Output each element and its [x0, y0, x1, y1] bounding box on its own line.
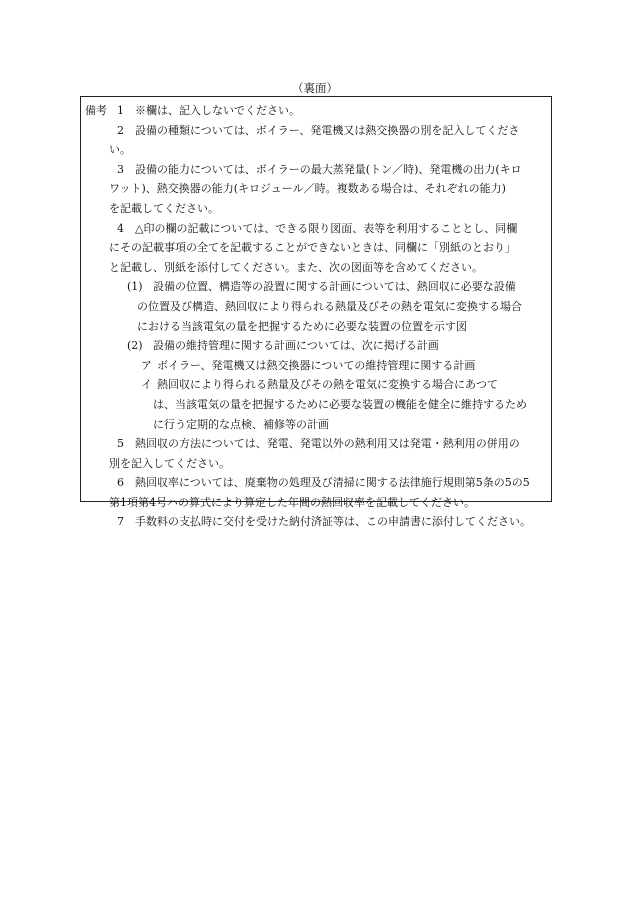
note-text-line: と記載し、別紙を添付してください。また、次の図面等を含めてください。	[109, 260, 483, 274]
note-text-line: 設備の位置、構造等の設置に関する計画については、熱回収に必要な設備	[153, 280, 516, 294]
note-subsubitem-i	[117, 375, 549, 434]
note-subitem-2	[117, 336, 549, 434]
note-text-line: 熱回収の方法については、発電、発電以外の熱利用又は発電・熱利用の併用の	[135, 437, 520, 451]
subsubitem-mark: イ	[141, 378, 152, 392]
note-number: 1	[117, 104, 124, 117]
note-number: 6	[117, 476, 124, 490]
note-text-line: 第1項第4号ハの算式により算定した年間の熱回収率を記載してください。	[109, 495, 475, 509]
note-text-line: 別を記入してください。	[109, 456, 230, 470]
note-item-4	[109, 219, 549, 435]
note-text-line: 設備の種類については、ボイラー、発電機又は熱交換器の別を記入してくださ	[135, 123, 520, 137]
note-text-line: ワット)、熱交換器の能力(キロジュール／時。複数ある場合は、それぞれの能力)	[109, 182, 506, 196]
notes-list	[109, 101, 549, 532]
note-subsublist	[117, 356, 549, 434]
note-text-line: における当該電気の量を把握するために必要な装置の位置を示す図	[137, 319, 467, 333]
note-number: 4	[117, 221, 124, 235]
page-title: （裏面）	[292, 81, 338, 95]
note-text-line: ボイラー、発電機又は熱交換器についての維持管理に関する計画	[157, 358, 476, 372]
note-text-line: に行う定期的な点検、補修等の計画	[153, 417, 329, 431]
note-subsubitem-a	[117, 356, 549, 376]
notes-label: 備考	[85, 104, 107, 117]
note-text-line: にその記載事項の全てを記載することができないときは、同欄に「別紙のとおり」	[109, 241, 516, 255]
note-number: 7	[117, 515, 124, 529]
note-number: 2	[117, 123, 124, 137]
note-item-5	[109, 434, 549, 473]
note-number: 5	[117, 437, 124, 451]
subitem-number: (2)	[127, 339, 143, 353]
subsubitem-mark: ア	[141, 358, 152, 372]
note-item-1	[117, 101, 549, 121]
note-text-line: 熱回収率については、廃棄物の処理及び清掃に関する法律施行規則第5条の5の5	[135, 476, 530, 490]
note-text-line: △印の欄の記載については、できる限り図面、表等を利用することとし、同欄	[135, 221, 518, 235]
note-text-line: ※欄は、記入しないでください。	[135, 104, 300, 117]
note-text-line: 設備の能力については、ボイラーの最大蒸発量(トン／時)、発電機の出力(キロ	[135, 162, 522, 176]
notes-box	[80, 96, 552, 529]
note-item-3	[109, 160, 549, 219]
note-text-line: 設備の維持管理に関する計画については、次に掲げる計画	[153, 339, 439, 353]
note-text-line: 手数料の支払時に交付を受けた納付済証等は、この申請書に添付してください。	[135, 515, 531, 529]
note-item-7	[117, 512, 549, 532]
note-sublist	[117, 277, 549, 434]
note-text-line: の位置及び構造、熱回収により得られる熱量及びその熱を電気に変換する場合	[137, 299, 522, 313]
subitem-number: (1)	[127, 280, 143, 294]
note-item-2	[109, 121, 549, 160]
note-text-line: い。	[109, 143, 131, 157]
note-text-line: を記載してください。	[109, 201, 219, 215]
note-number: 3	[117, 162, 124, 176]
note-subitem-1	[117, 277, 549, 336]
note-item-6	[109, 473, 549, 512]
note-text-line: は、当該電気の量を把握するために必要な装置の機能を健全に維持するため	[153, 397, 527, 411]
note-text-line: 熱回収により得られる熱量及びその熱を電気に変換する場合にあつて	[157, 378, 498, 392]
